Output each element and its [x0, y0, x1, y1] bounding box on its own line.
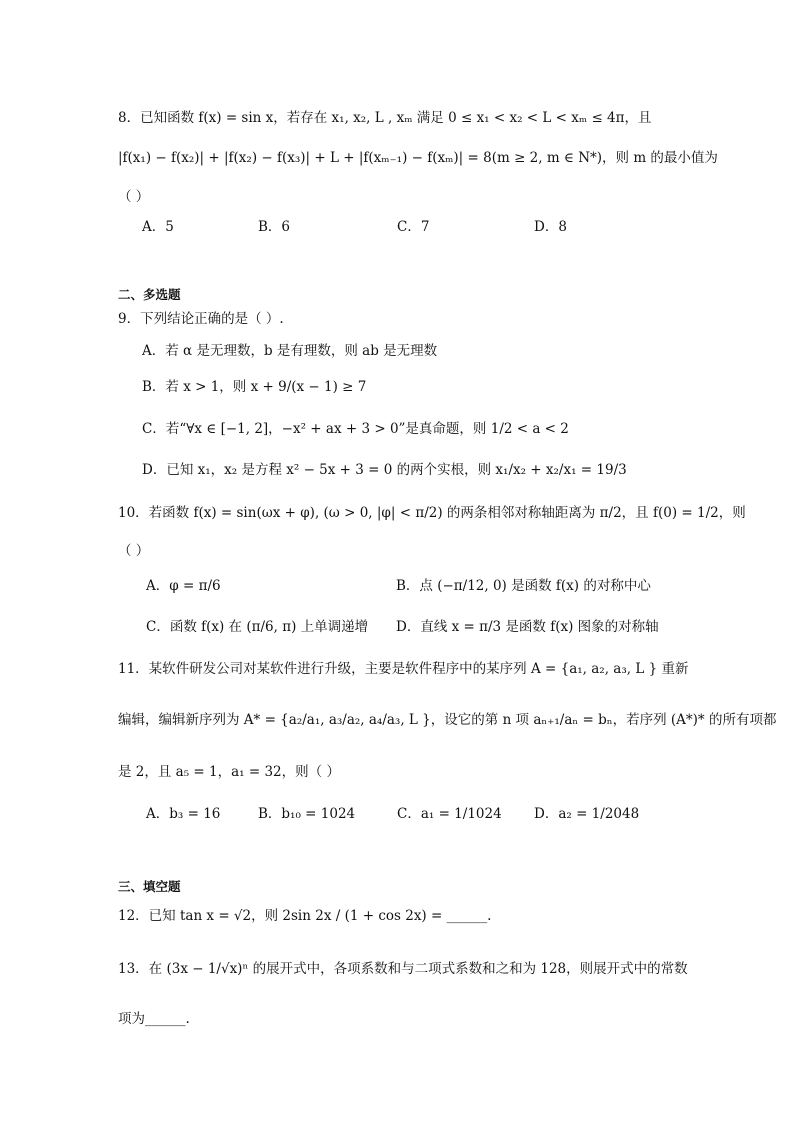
q11-line2: 编辑，编辑新序列为 A* = {a₂/a₁, a₃/a₂, a₄/a₃, L }，设它的第 n 项 aₙ₊₁/aₙ = bₙ，若序列 (A*)* 的所有项都	[118, 712, 777, 728]
q11-option-d: D．a₂ = 1/2048	[534, 806, 640, 822]
q8-option-c: C．7	[397, 219, 430, 235]
q8-option-d: D．8	[534, 219, 567, 235]
q12-text: 12．已知 tan x = √2，则 2sin 2x / (1 + cos 2x) = ______.	[118, 908, 492, 924]
q11-option-a: A．b₃ = 16	[146, 806, 221, 822]
section-heading-multi-choice: 二、多选题	[118, 287, 181, 302]
q8-blank: （ ）	[118, 189, 150, 205]
q8-line1: 8．已知函数 f(x) = sin x，若存在 x₁, x₂, L , xₘ 满足 0 ≤ x₁ < x₂ < L < xₘ ≤ 4π，且	[118, 110, 652, 126]
q11-option-b: B．b₁₀ = 1024	[258, 806, 356, 822]
q10-blank: （ ）	[118, 543, 150, 559]
q10-option-d: D．直线 x = π/3 是函数 f(x) 图象的对称轴	[396, 619, 659, 635]
q10-option-b: B．点 (−π/12, 0) 是函数 f(x) 的对称中心	[396, 578, 651, 594]
q13-line2: 项为______.	[118, 1011, 190, 1027]
q11-line1: 11．某软件研发公司对某软件进行升级，主要是软件程序中的某序列 A = {a₁, a₂, a₃, L } 重新	[118, 661, 689, 677]
q11-option-c: C．a₁ = 1/1024	[397, 806, 502, 822]
q10-line1: 10．若函数 f(x) = sin(ωx + φ), (ω > 0, |φ| < π/2) 的两条相邻对称轴距离为 π/2，且 f(0) = 1/2，则	[118, 505, 746, 521]
q9-stem: 9．下列结论正确的是（ ）.	[118, 311, 284, 327]
q13-line1: 13．在 (3x − 1/√x)ⁿ 的展开式中，各项系数和与二项式系数和之和为 128，则展开式中的常数	[118, 961, 688, 977]
q9-option-a: A．若 α 是无理数，b 是有理数，则 ab 是无理数	[142, 343, 438, 359]
q9-option-b: B．若 x > 1，则 x + 9/(x − 1) ≥ 7	[142, 379, 367, 395]
q8-option-b: B．6	[258, 219, 291, 235]
q9-option-d: D．已知 x₁，x₂ 是方程 x² − 5x + 3 = 0 的两个实根，则 x₁/x₂ + x₂/x₁ = 19/3	[142, 462, 627, 478]
section-heading-fill-blank: 三、填空题	[118, 879, 181, 894]
q10-option-a: A．φ = π/6	[146, 578, 221, 594]
q8-line2: |f(x₁) − f(x₂)| + |f(x₂) − f(x₃)| + L + |f(xₘ₋₁) − f(xₘ)| = 8(m ≥ 2, m ∈ N*)，则 m 的最小值为	[118, 150, 718, 166]
q9-option-c: C．若“∀x ∈ [−1, 2]，−x² + ax + 3 > 0”是真命题，则 1/2 < a < 2	[142, 421, 569, 437]
q11-line3: 是 2，且 a₅ = 1，a₁ = 32，则（ ）	[118, 764, 340, 780]
q8-option-a: A．5	[142, 219, 174, 235]
q10-option-c: C．函数 f(x) 在 (π/6, π) 上单调递增	[146, 619, 369, 635]
